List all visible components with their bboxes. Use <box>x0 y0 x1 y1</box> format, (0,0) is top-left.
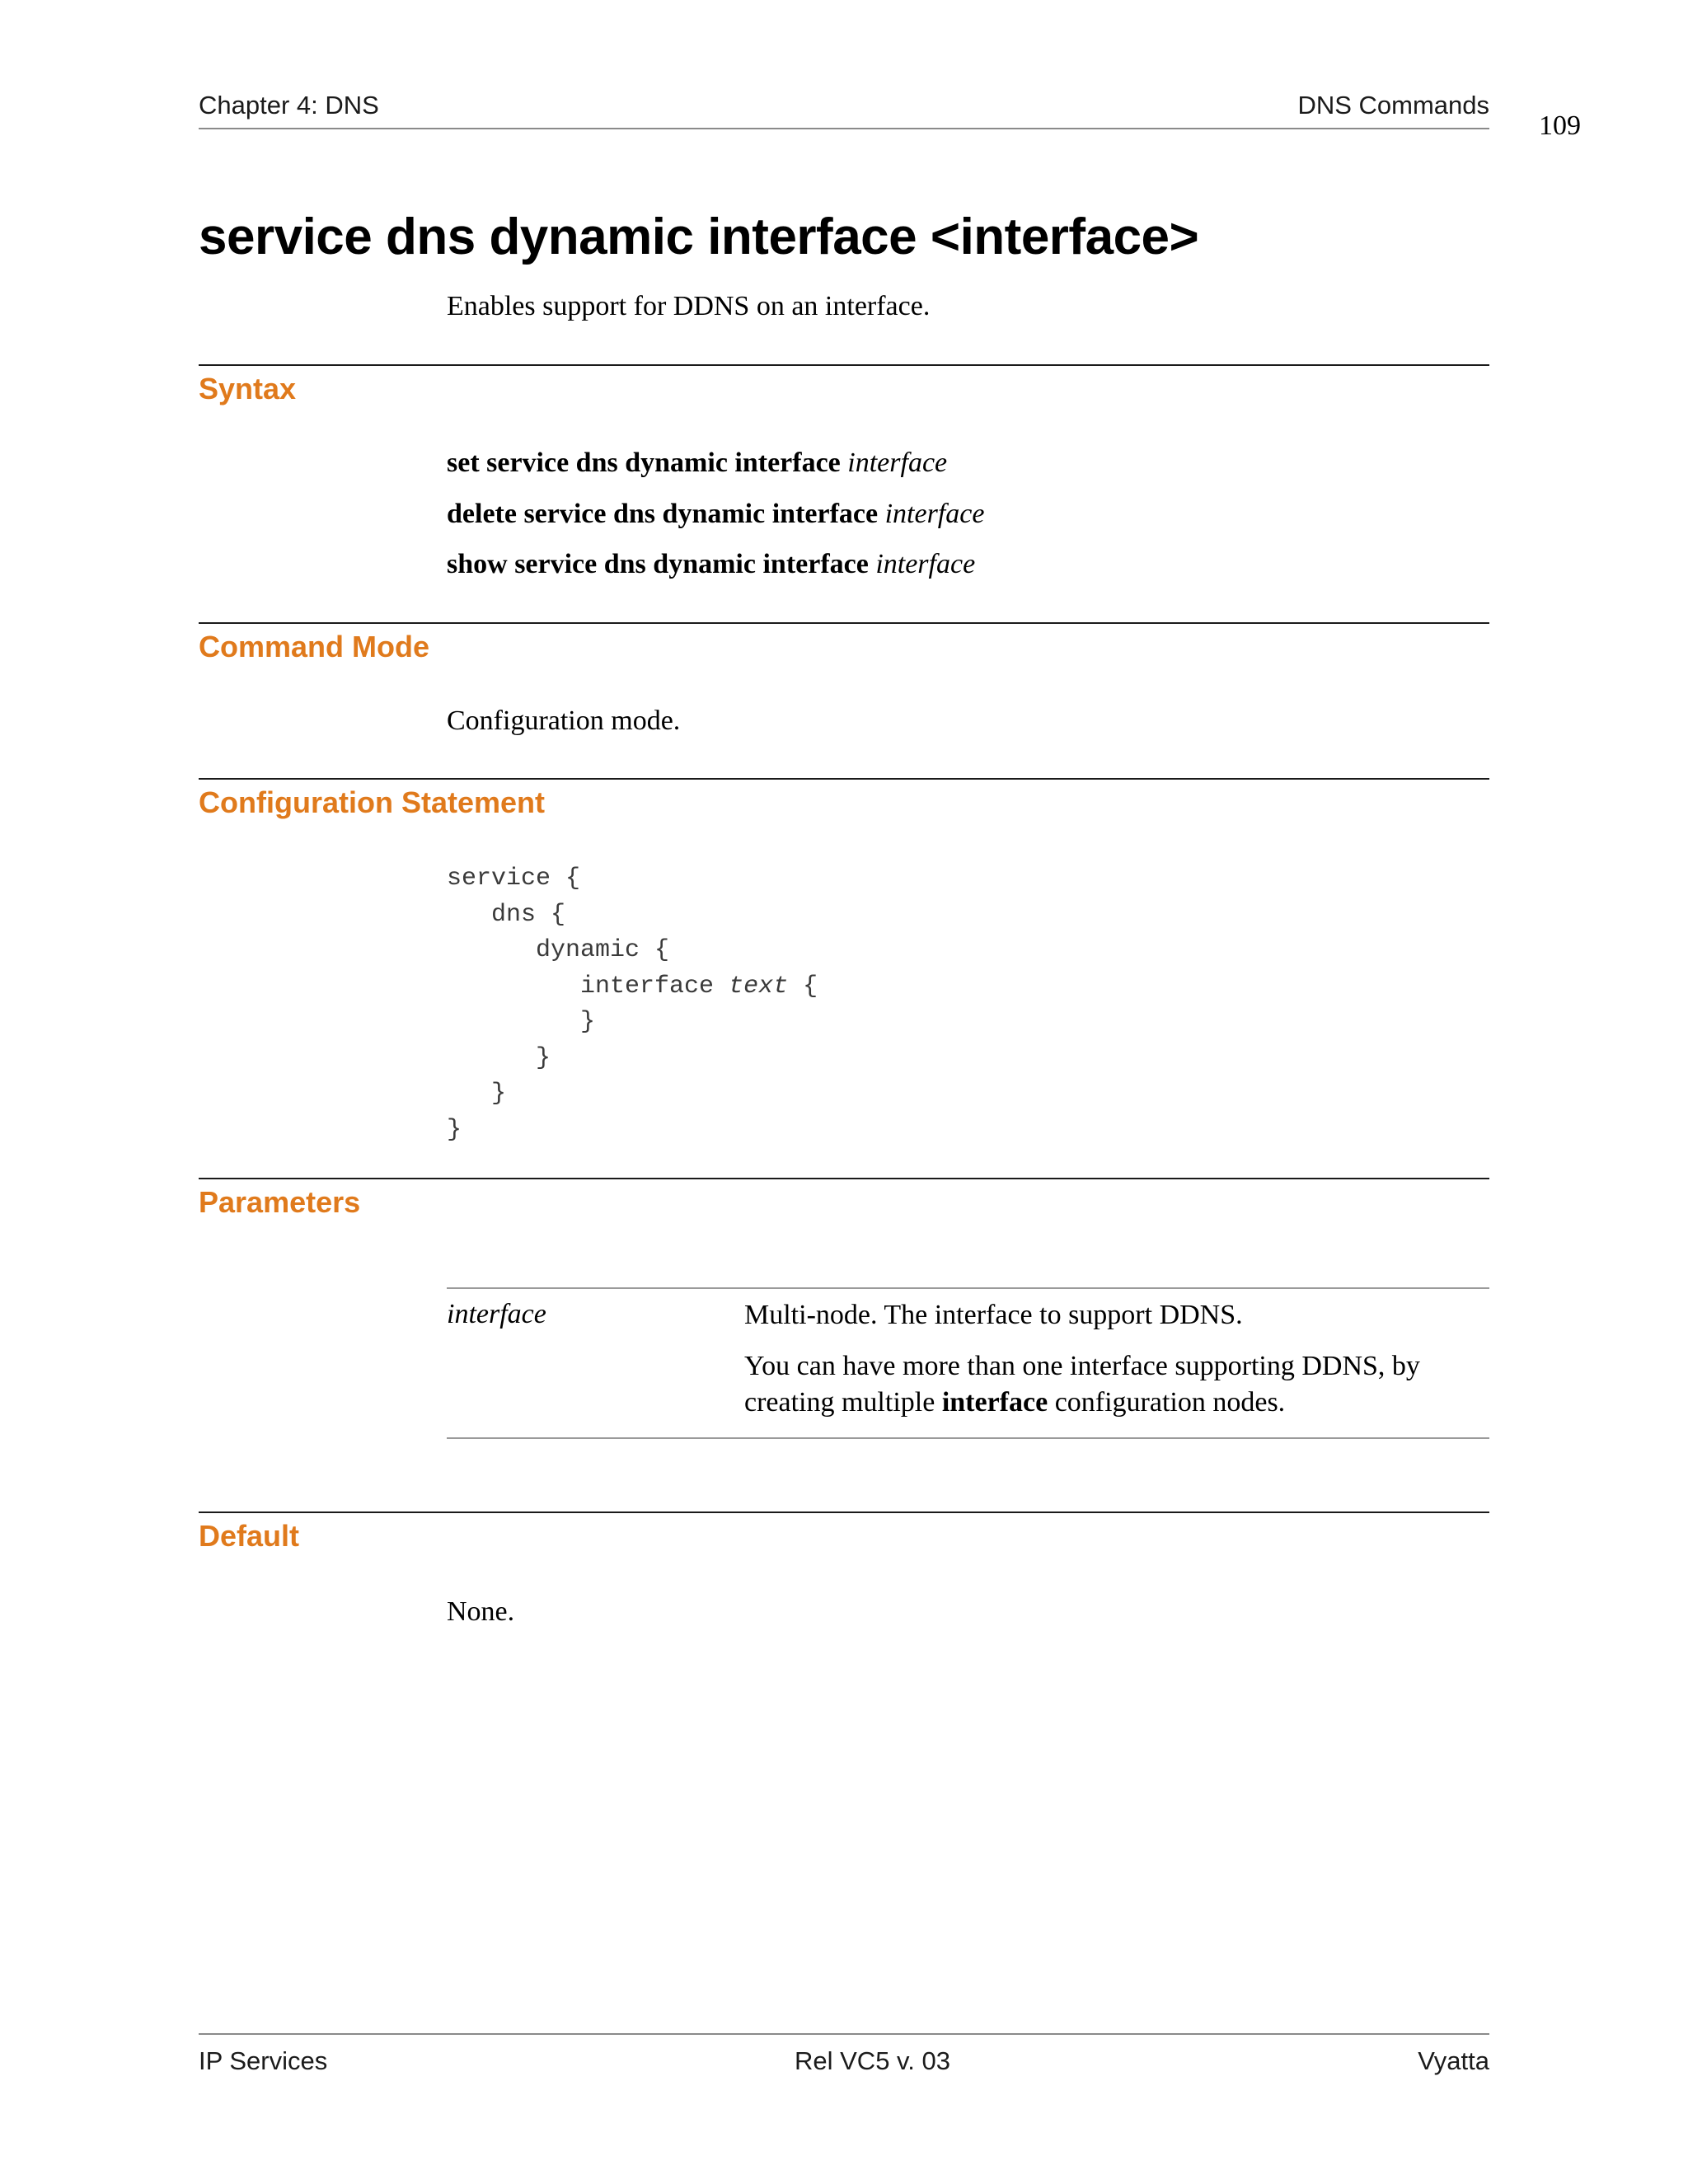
code-line: } <box>447 1043 551 1072</box>
default-rule <box>199 1511 1489 1513</box>
code-brace: { <box>788 972 818 1001</box>
syntax-line-delete <box>447 499 984 530</box>
running-header-section: DNS Commands <box>1297 91 1489 120</box>
configuration-code-block <box>447 861 818 1148</box>
syntax-command: show service dns dynamic interface <box>447 549 869 579</box>
parameter-name: interface <box>447 1299 546 1329</box>
command-title: service dns dynamic interface <interface> <box>199 209 1199 265</box>
command-mode-rule <box>199 622 1489 624</box>
code-line: dns { <box>447 900 566 929</box>
footer-left: IP Services <box>199 2046 328 2075</box>
code-line: } <box>447 1080 507 1108</box>
configuration-statement-rule <box>199 778 1489 780</box>
parameters-table-top-rule <box>447 1287 1489 1289</box>
syntax-argument: interface <box>875 549 976 579</box>
parameter-description-line <box>744 1385 1420 1421</box>
page-number: 109 <box>1539 110 1581 141</box>
syntax-heading: Syntax <box>199 372 297 405</box>
code-line: service { <box>447 865 581 893</box>
parameter-description-line: Multi-node. The interface to support DDNS. <box>744 1300 1243 1330</box>
code-line: } <box>447 1008 596 1036</box>
parameter-description <box>744 1297 1420 1421</box>
parameters-table-bottom-rule <box>447 1437 1489 1439</box>
parameters-heading: Parameters <box>199 1185 361 1219</box>
command-mode-text: Configuration mode. <box>447 705 681 736</box>
configuration-statement-heading: Configuration Statement <box>199 785 545 819</box>
syntax-rule <box>199 364 1489 366</box>
footer-right: Vyatta <box>1418 2046 1489 2075</box>
default-heading: Default <box>199 1519 300 1553</box>
parameter-text: creating multiple <box>744 1387 942 1418</box>
running-header-chapter: Chapter 4: DNS <box>199 91 379 120</box>
syntax-command: set service dns dynamic interface <box>447 448 841 478</box>
command-mode-heading: Command Mode <box>199 630 430 663</box>
command-description: Enables support for DDNS on an interface. <box>447 291 931 321</box>
syntax-line-show <box>447 549 975 580</box>
code-line: dynamic { <box>447 936 670 964</box>
code-keyword: interface <box>447 972 729 1001</box>
code-line <box>447 969 818 1005</box>
syntax-command: delete service dns dynamic interface <box>447 499 879 529</box>
parameter-keyword: interface <box>941 1387 1048 1418</box>
code-line: } <box>447 1115 462 1144</box>
syntax-argument: interface <box>847 448 948 478</box>
default-text: None. <box>447 1596 515 1627</box>
header-rule <box>199 128 1489 129</box>
parameter-text: configuration nodes. <box>1048 1387 1286 1418</box>
footer-center: Rel VC5 v. 03 <box>795 2046 950 2075</box>
parameter-description-line: You can have more than one interface supporting DDNS, by <box>744 1351 1420 1381</box>
syntax-line-set <box>447 448 947 479</box>
parameters-rule <box>199 1178 1489 1179</box>
code-argument: text <box>729 972 789 1001</box>
footer-rule <box>199 2033 1489 2035</box>
syntax-argument: interface <box>884 499 985 529</box>
